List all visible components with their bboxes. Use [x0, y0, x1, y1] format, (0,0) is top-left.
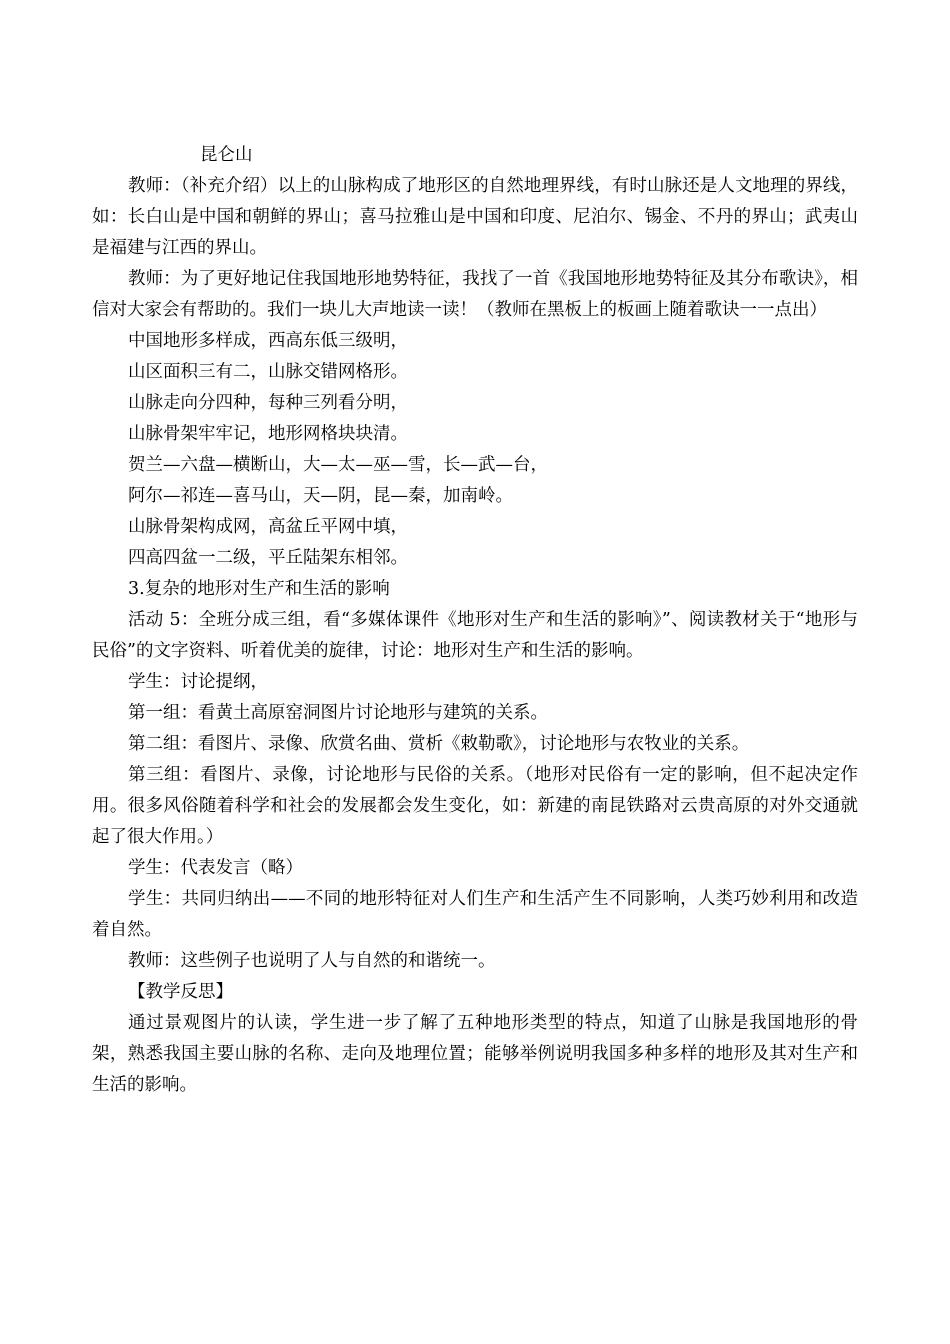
- poem-line: 阿尔—祁连—喜马山，天—阴，昆—秦，加南岭。: [128, 486, 513, 506]
- poem-line: 中国地形多样成，西高东低三级明，: [128, 331, 408, 351]
- document-page: [92, 140, 858, 1101]
- reflection-heading: 【教学反思】: [128, 982, 233, 1002]
- poem-line: 山脉走向分四种，每种三列看分明，: [128, 393, 408, 413]
- paragraph-mountain-borders: 教师：（补充介绍）以上的山脉构成了地形区的自然地理界线，有时山脉还是人文地理的界线，如：长白山是中国和朝鲜的界山；喜马拉雅山是中国和印度、尼泊尔、锡金、不丹的界山；武夷山是福建与江西的界山。: [92, 176, 858, 258]
- poem-block: [92, 326, 858, 574]
- group-1: 第一组：看黄土高原窑洞图片讨论地形与建筑的关系。: [128, 703, 548, 723]
- group-2: 第二组：看图片、录像、欣赏名曲、赏析《敕勒歌》，讨论地形与农牧业的关系。: [128, 734, 750, 754]
- paragraph-rhyme-intro: 教师：为了更好地记住我国地形地势特征，我找了一首《我国地形地势特征及其分布歌诀》，相信对大家会有帮助的。我们一块儿大声地读一读！（教师在黑板上的板画上随着歌诀一一点出）: [92, 269, 858, 320]
- poem-line: 贺兰—六盘—横断山，大—太—巫—雪，长—武—台，: [128, 455, 548, 475]
- heading-kunlun: 昆仑山: [200, 145, 253, 165]
- poem-line: 山脉骨架构成网，高盆丘平网中填，: [128, 517, 408, 537]
- student-speech: 学生：代表发言（略）: [128, 858, 303, 878]
- poem-line: 山区面积三有二，山脉交错网格形。: [128, 362, 408, 382]
- reflection-paragraph: 通过景观图片的认读，学生进一步了解了五种地形类型的特点，知道了山脉是我国地形的骨架，熟悉我国主要山脉的名称、走向及地理位置；能够举例说明我国多种多样的地形及其对生产和生活的影响。: [92, 1013, 858, 1095]
- poem-line: 四高四盆一二级，平丘陆架东相邻。: [128, 548, 408, 568]
- group-3: 第三组：看图片、录像，讨论地形与民俗的关系。（地形对民俗有一定的影响，但不起决定作用。很多风俗随着科学和社会的发展都会发生变化，如：新建的南昆铁路对云贵高原的对外交通就起了很大作用。）: [92, 765, 858, 847]
- teacher-note: 教师：这些例子也说明了人与自然的和谐统一。: [128, 951, 496, 971]
- student-summary: 学生：共同归纳出——不同的地形特征对人们生产和生活产生不同影响，人类巧妙利用和改造着自然。: [92, 889, 858, 940]
- section-heading-3: 3.复杂的地形对生产和生活的影响: [128, 579, 390, 599]
- poem-line: 山脉骨架牢牢记，地形网格块块清。: [128, 424, 408, 444]
- student-outline: 学生：讨论提纲，: [128, 672, 268, 692]
- paragraph-activity-5: 活动 5：全班分成三组，看“多媒体课件《地形对生产和生活的影响》”、阅读教材关于“地形与民俗”的文字资料、听着优美的旋律，讨论：地形对生产和生活的影响。: [92, 610, 858, 661]
